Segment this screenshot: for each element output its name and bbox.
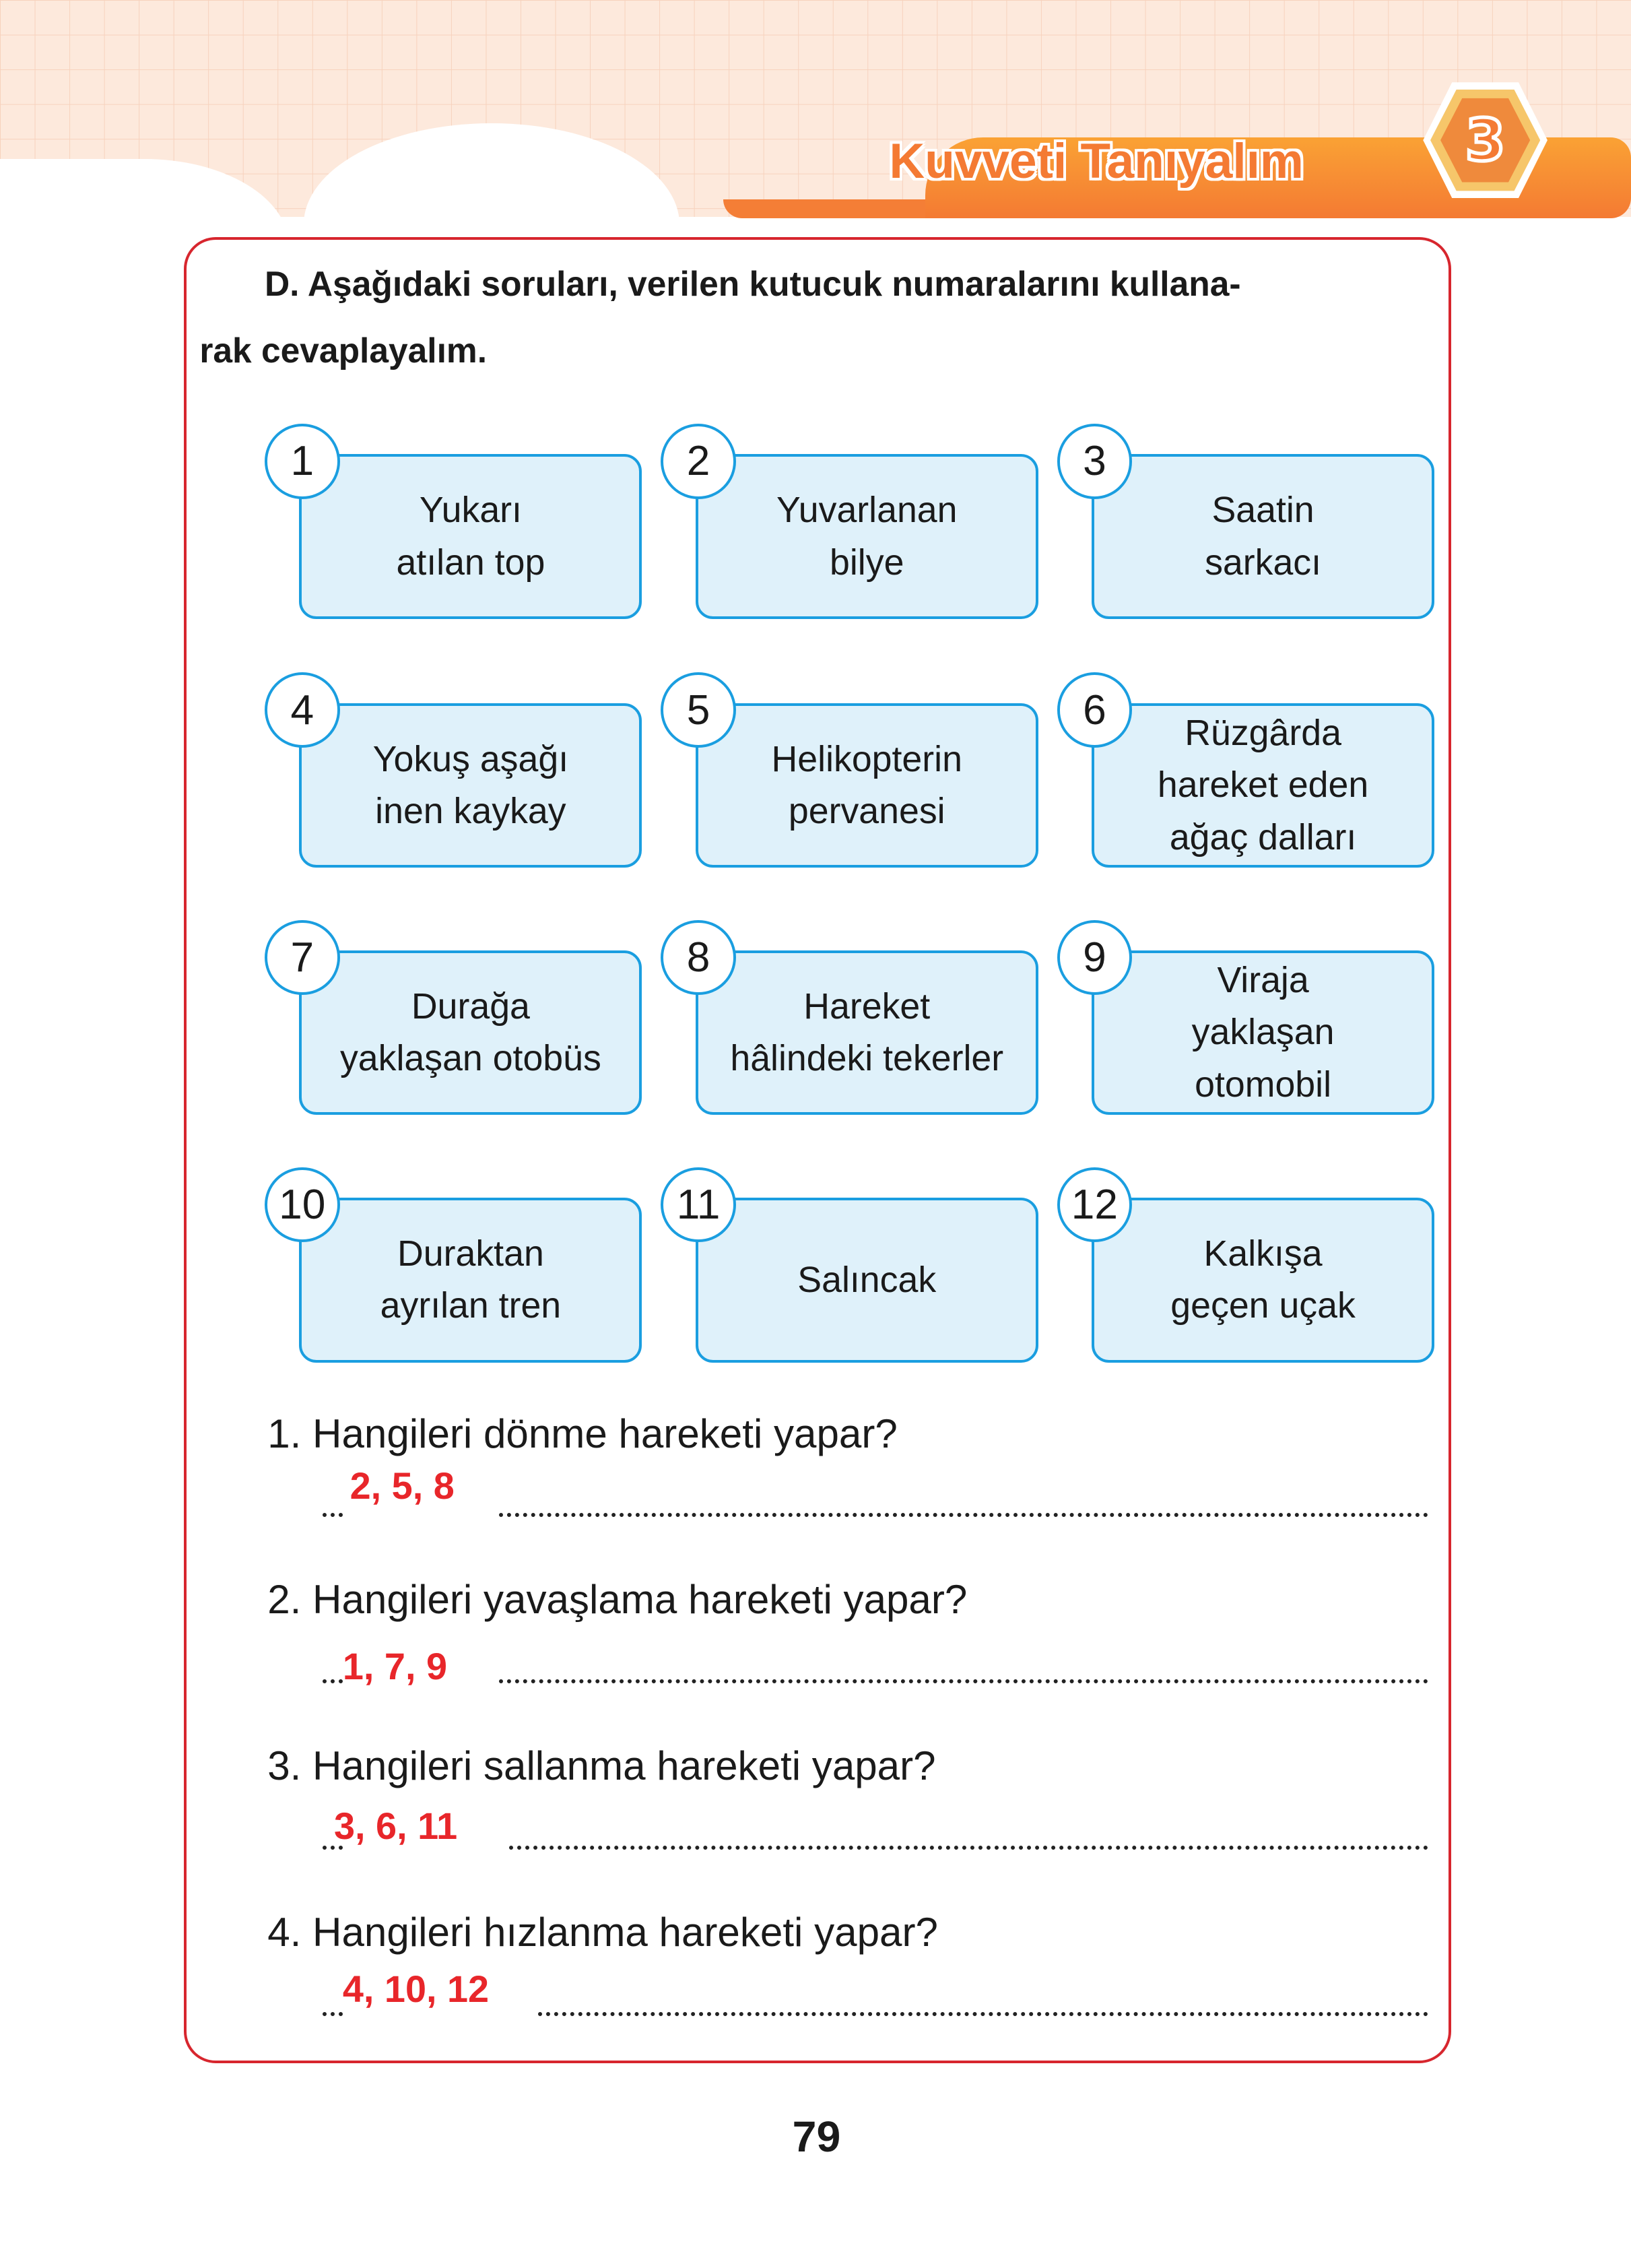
option-number-badge: 7 [265, 920, 340, 996]
answer-line [538, 2012, 1429, 2016]
option-number-badge: 4 [265, 672, 340, 748]
unit-number-hexagon [1420, 79, 1550, 201]
answer-line [499, 1679, 1429, 1683]
option-number-badge: 6 [1057, 672, 1133, 748]
option-text: Rüzgârda hareket eden ağaç dalları [1157, 712, 1369, 857]
option-number-badge: 8 [661, 920, 736, 996]
question-text: 1. Hangileri dönme hareketi yapar? [267, 1411, 898, 1456]
option-text: Yokuş aşağı inen kaykay [372, 738, 569, 831]
option-text: Yukarı atılan top [396, 490, 545, 583]
option-number-badge: 9 [1057, 920, 1133, 996]
option-text: Viraja yaklaşan otomobil [1191, 960, 1335, 1105]
option-box-9 [1092, 950, 1434, 1115]
option-text: Saatin sarkacı [1205, 490, 1322, 583]
option-text: Kalkışa geçen uçak [1170, 1233, 1356, 1326]
option-number-badge: 1 [265, 424, 340, 499]
option-text: Yuvarlanan bilye [776, 490, 958, 583]
option-box-11 [696, 1198, 1038, 1363]
question-text: 3. Hangileri sallanma hareketi yapar? [267, 1743, 936, 1789]
answer-line [499, 1513, 1429, 1517]
option-box-5 [696, 703, 1038, 868]
answer-text[interactable]: 1, 7, 9 [342, 1645, 448, 1688]
option-box-12 [1092, 1198, 1434, 1363]
option-number-badge: 3 [1057, 424, 1133, 499]
instruction-line-2: rak cevaplayalım. [199, 330, 488, 370]
instruction-line-1: D. Aşağıdaki soruları, verilen kutucuk numaralarını kullana- [264, 263, 1241, 303]
answer-line [509, 1846, 1429, 1850]
option-number-badge: 10 [265, 1167, 340, 1243]
option-number-badge: 2 [661, 424, 736, 499]
answer-text[interactable]: 4, 10, 12 [342, 1968, 490, 2011]
answer-line [323, 2012, 343, 2016]
option-box-8 [696, 950, 1038, 1115]
answer-line [323, 1679, 343, 1683]
option-text: Duraktan ayrılan tren [380, 1233, 562, 1326]
answer-line [323, 1846, 343, 1850]
option-number-badge: 12 [1057, 1167, 1133, 1243]
question-text: 4. Hangileri hızlanma hareketi yapar? [267, 1910, 938, 1955]
option-text: Hareket hâlindeki tekerler [730, 985, 1004, 1079]
option-box-2 [696, 454, 1038, 619]
option-box-3 [1092, 454, 1434, 619]
option-box-1 [299, 454, 642, 619]
option-box-4 [299, 703, 642, 868]
answer-text[interactable]: 3, 6, 11 [334, 1804, 458, 1847]
option-box-7 [299, 950, 642, 1115]
option-box-6 [1092, 703, 1434, 868]
question-text: 2. Hangileri yavaşlama hareketi yapar? [267, 1577, 968, 1623]
option-text: Helikopterin pervanesi [771, 738, 962, 831]
option-text: Salıncak [797, 1259, 937, 1300]
option-text: Durağa yaklaşan otobüs [339, 985, 601, 1079]
option-box-10 [299, 1198, 642, 1363]
answer-line [323, 1513, 343, 1517]
page-number: 79 [792, 2112, 841, 2161]
option-number-badge: 11 [661, 1167, 736, 1243]
chapter-title: Kuvveti Tanıyalım [889, 133, 1304, 189]
option-number-badge: 5 [661, 672, 736, 748]
answer-text[interactable]: 2, 5, 8 [350, 1464, 455, 1507]
unit-number: 3 [1465, 107, 1506, 175]
